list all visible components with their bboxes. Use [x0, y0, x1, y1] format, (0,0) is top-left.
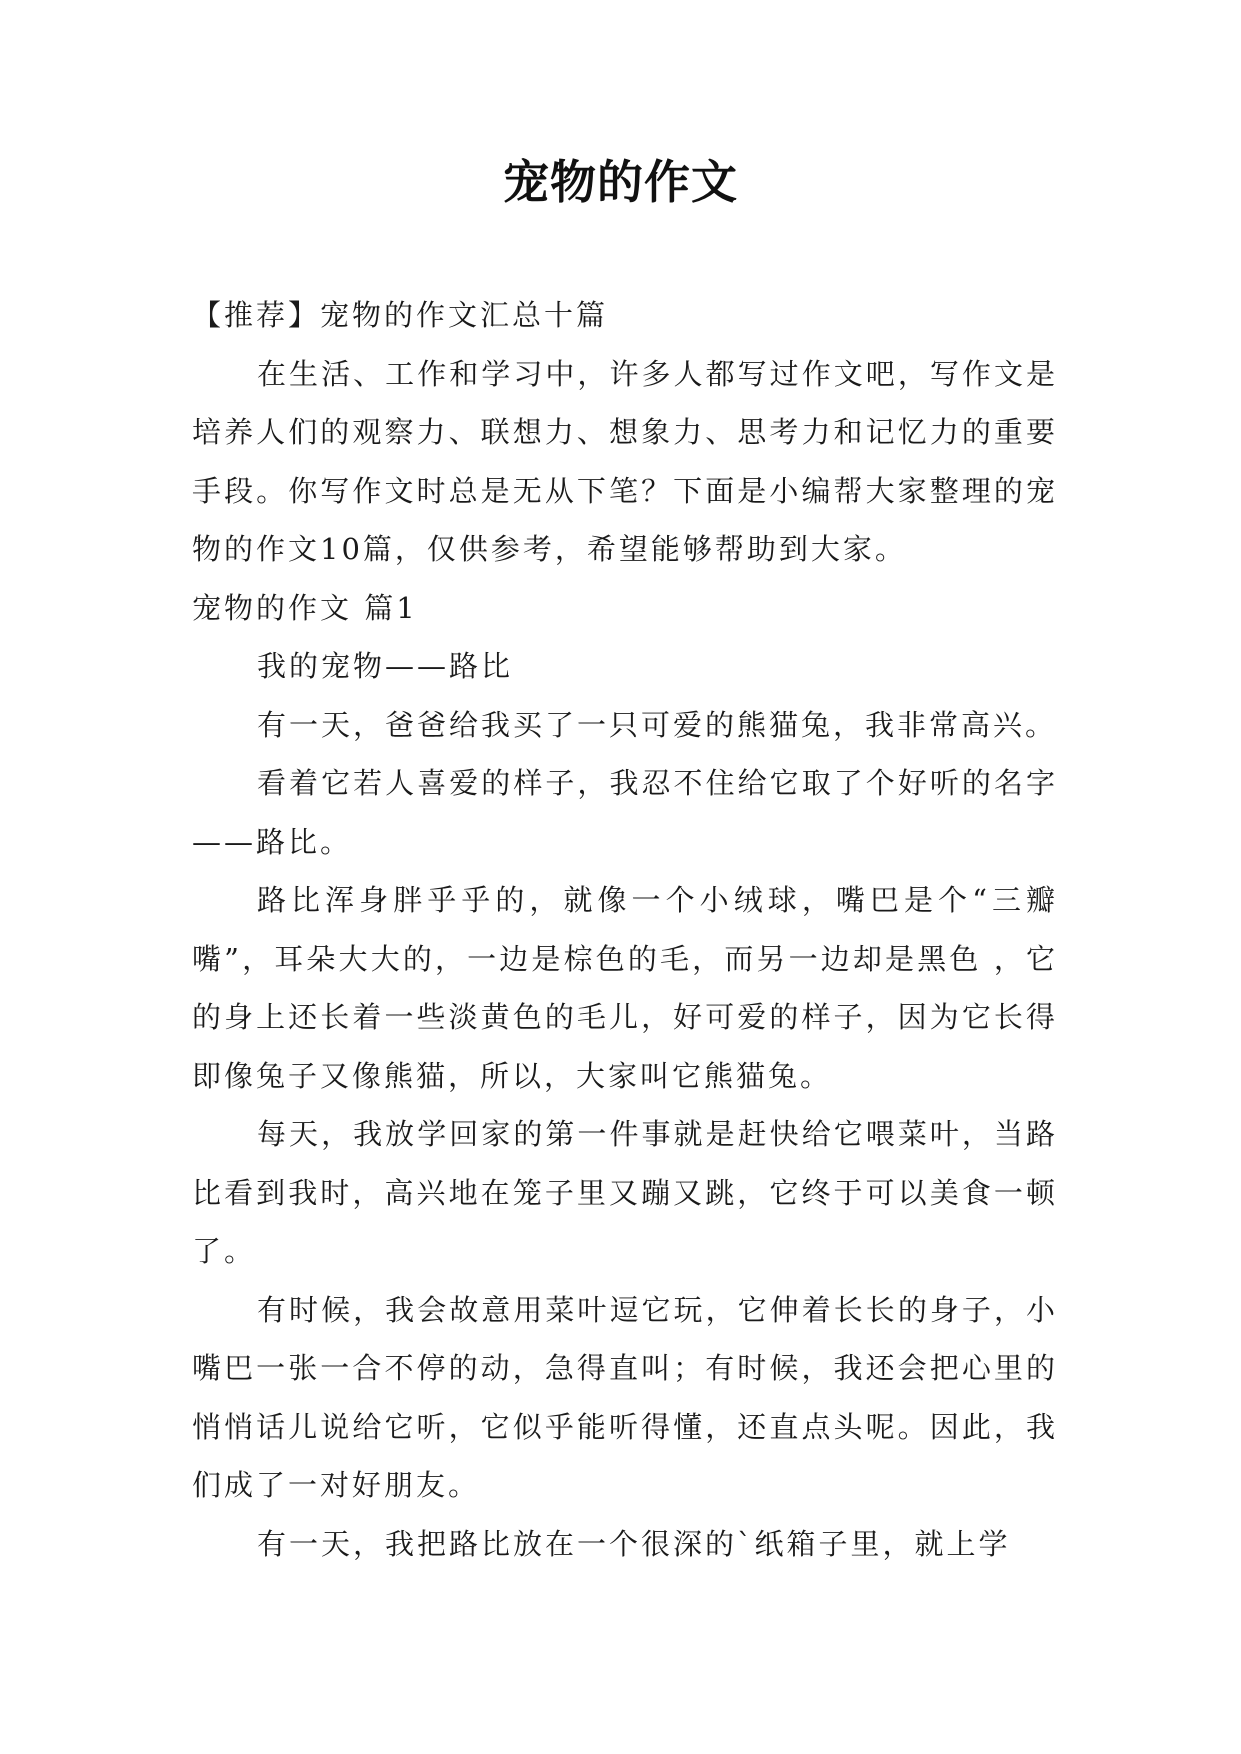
essay-title: 我的宠物——路比	[257, 649, 514, 683]
document-title: 宠物的作文	[503, 155, 738, 209]
body-paragraph: 有时候，我会故意用菜叶逗它玩，它伸着长长的身子，小嘴巴一张一合不停的动，急得直叫；有时候，我还会把心里的悄悄话儿说给它听，它似乎能听得懂，还直点头呢。因此，我们成了一对好朋友。	[192, 1292, 1058, 1502]
body-paragraph: 看着它若人喜爱的样子，我忍不住给它取了个好听的名字——路比。	[192, 766, 1058, 859]
section-heading: 宠物的作文 篇1	[192, 590, 418, 625]
intro-paragraph: 在生活、工作和学习中，许多人都写过作文吧，写作文是培养人们的观察力、联想力、想象力、思考力和记忆力的重要手段。你写作文时总是无从下笔？下面是小编帮大家整理的宠物的作文10篇，仅供参考，希望能够帮助到大家。	[192, 356, 1058, 566]
document-body	[192, 286, 1058, 1573]
body-paragraph: 路比浑身胖乎乎的，就像一个小绒球，嘴巴是个“三瓣嘴”，耳朵大大的，一边是棕色的毛，而另一边却是黑色 ，它的身上还长着一些淡黄色的毛儿，好可爱的样子，因为它长得即像兔子又像熊猫，所以，大家叫它熊猫兔。	[192, 883, 1058, 1093]
body-paragraph: 有一天，我把路比放在一个很深的`纸箱子里，就上学	[257, 1526, 1011, 1561]
subtitle-paragraph: 【推荐】宠物的作文汇总十篇	[192, 298, 609, 332]
body-paragraph: 每天，我放学回家的第一件事就是赶快给它喂菜叶，当路比看到我时，高兴地在笼子里又蹦又跳，它终于可以美食一顿了。	[192, 1117, 1058, 1268]
body-paragraph: 有一天，爸爸给我买了一只可爱的熊猫兔，我非常高兴。	[257, 707, 1058, 742]
